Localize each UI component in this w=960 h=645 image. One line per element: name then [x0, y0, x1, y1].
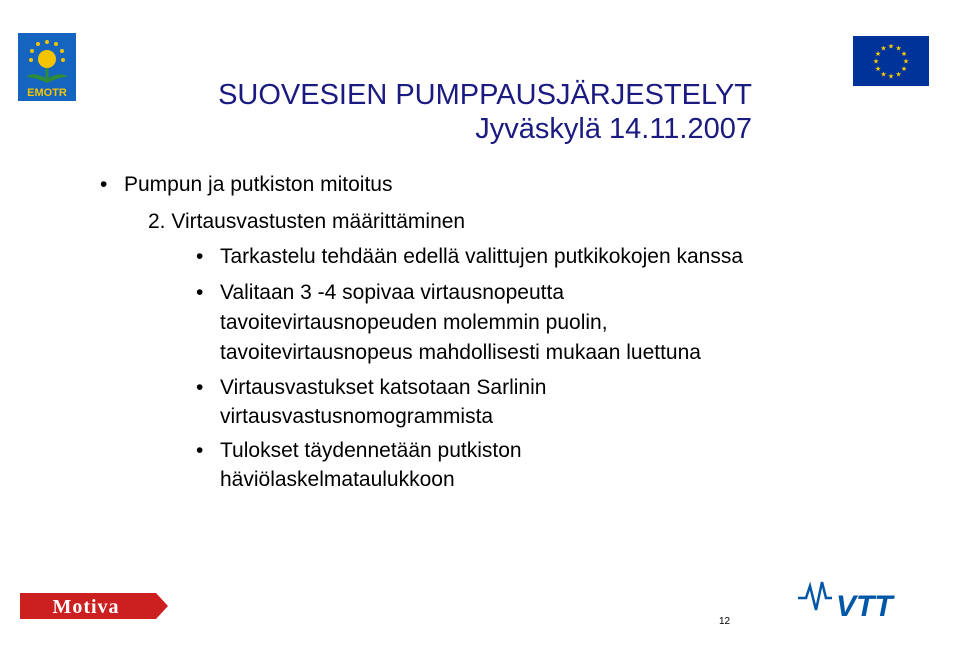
sub-item-1: • Tarkastelu tehdään edellä valittujen putkikokojen kanssa [220, 244, 743, 270]
motiva-logo-text: Motiva [52, 596, 120, 618]
eu-star-icon: ★ [900, 51, 908, 58]
numbered-heading: 2. Virtausvastusten määrittäminen [148, 210, 466, 233]
eu-star-icon: ★ [874, 66, 882, 73]
sub-item-3-line-1: • Virtausvastukset katsotaan Sarlinin [220, 375, 546, 401]
eu-star-icon: ★ [880, 45, 887, 53]
sub-item-4-line-1: • Tulokset täydennetään putkiston [220, 438, 522, 464]
eu-star-icon: ★ [872, 58, 880, 66]
slide-title: SUOVESIEN PUMPPAUSJÄRJESTELYT [218, 79, 752, 111]
vtt-logo [796, 578, 916, 622]
sub-item-2-line-1: • Valitaan 3 -4 sopivaa virtausnopeutta [220, 280, 564, 306]
sub-item-3-line-2: virtausvastusnomogrammista [220, 405, 494, 428]
eu-star-icon: ★ [874, 51, 882, 58]
vtt-logo-text: VTT [836, 590, 893, 622]
emotr-logo-text: EMOTR [27, 87, 67, 99]
slide-subtitle-date: Jyväskylä 14.11.2007 [475, 113, 752, 145]
eu-star-icon: ★ [900, 66, 908, 73]
eu-flag [853, 36, 929, 86]
eu-star-icon: ★ [887, 43, 895, 51]
eu-star-icon: ★ [880, 71, 887, 79]
eu-star-icon: ★ [895, 45, 902, 53]
sub-item-2-line-2: tavoitevirtausnopeuden molemmin puolin, [220, 311, 608, 334]
sub-item-2-line-3: tavoitevirtausnopeus mahdollisesti mukaan luettuna [220, 341, 701, 364]
sub-item-4-line-2: häviölaskelmataulukkoon [220, 468, 455, 491]
bullet-main: • Pumpun ja putkiston mitoitus [124, 172, 392, 198]
page-number: 12 [719, 616, 731, 627]
emotr-logo [18, 33, 76, 101]
eu-star-icon: ★ [887, 73, 895, 81]
eu-star-icon: ★ [902, 58, 910, 66]
eu-star-icon: ★ [895, 71, 902, 79]
motiva-logo [20, 593, 168, 619]
